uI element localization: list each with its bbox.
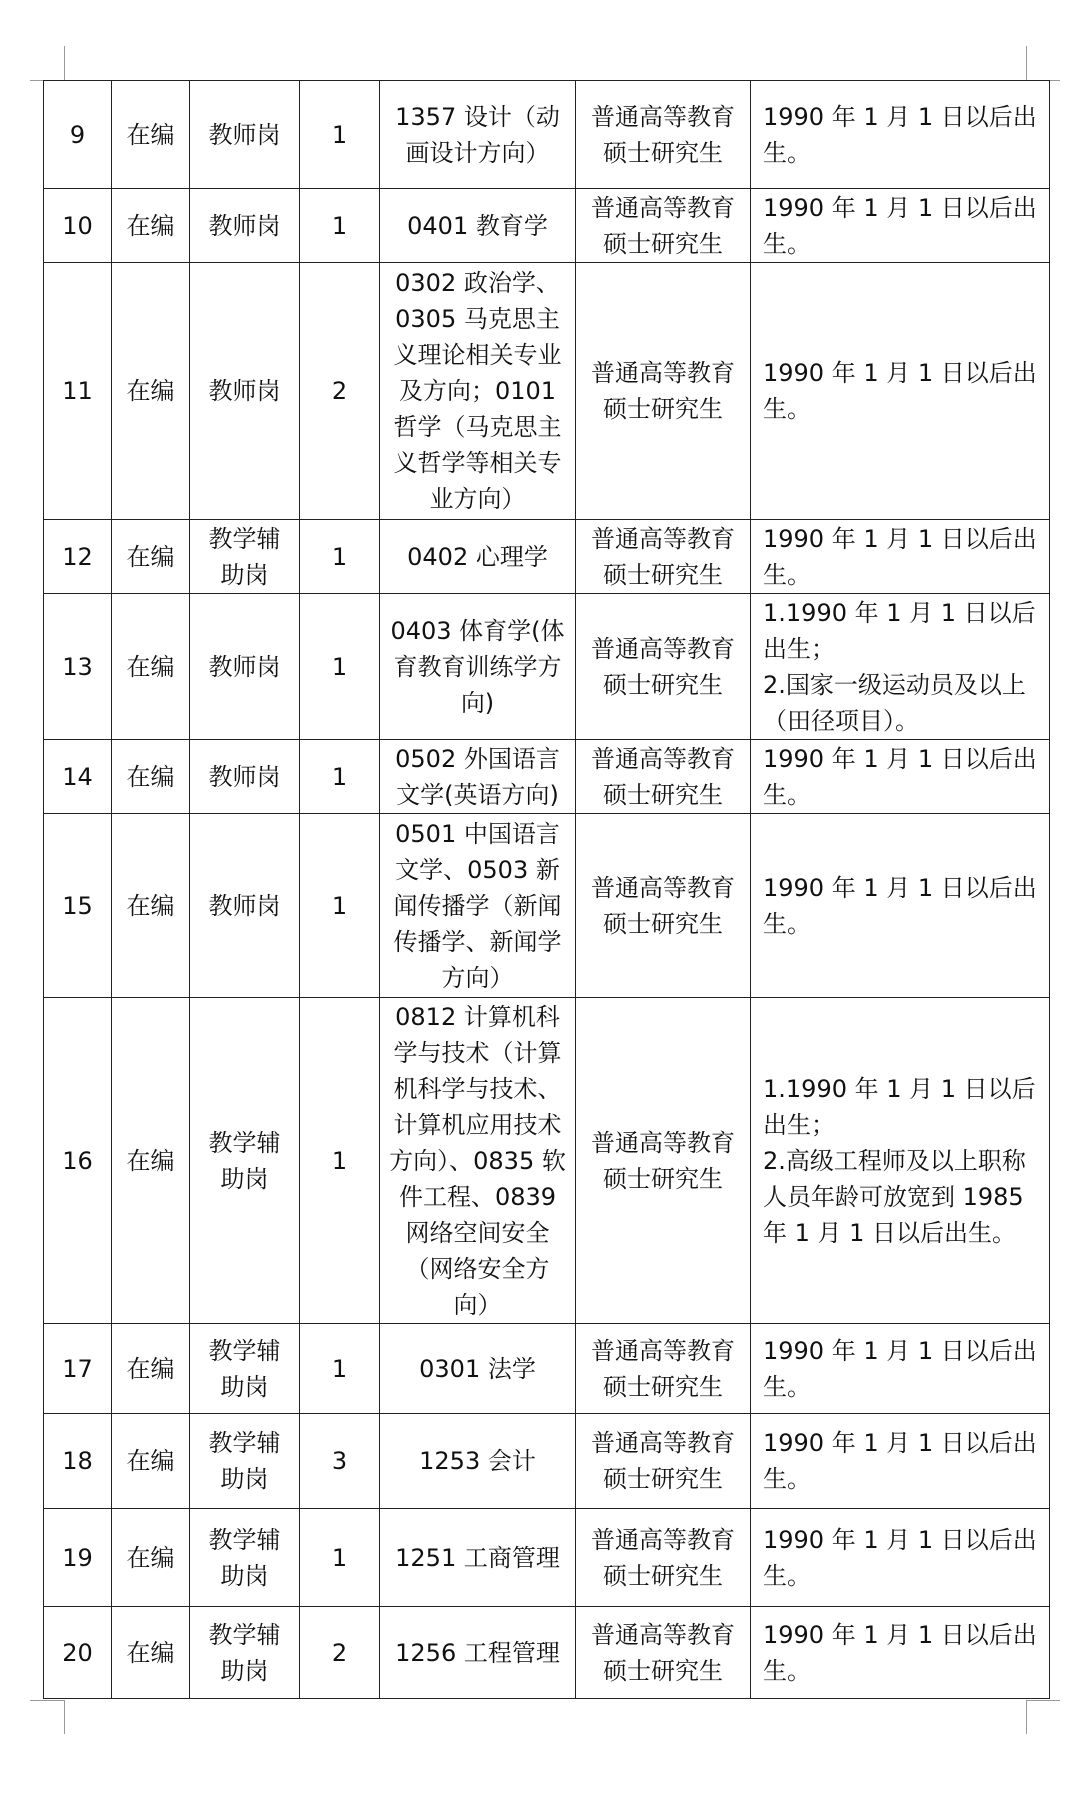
row-number-cell: 14 (44, 740, 112, 814)
education-cell: 普通高等教育硕士研究生 (576, 1607, 751, 1699)
major-cell: 0501 中国语言文学、0503 新闻传播学（新闻传播学、新闻学方向） (380, 814, 576, 998)
education-cell: 普通高等教育硕士研究生 (576, 1414, 751, 1509)
requirements-cell (751, 740, 1050, 814)
post-type-cell: 教师岗 (190, 814, 300, 998)
post-type-cell: 教师岗 (190, 740, 300, 814)
row-number-cell: 11 (44, 263, 112, 520)
major-cell: 0302 政治学、0305 马克思主义理论相关专业及方向；0101 哲学（马克思主义哲学等相关专业方向） (380, 263, 576, 520)
staffing-type-cell: 在编 (112, 814, 190, 998)
major-cell: 1251 工商管理 (380, 1509, 576, 1607)
row-number-cell: 12 (44, 520, 112, 594)
post-type-cell: 教师岗 (190, 81, 300, 189)
row-number-cell: 10 (44, 189, 112, 263)
post-type-cell: 教师岗 (190, 594, 300, 740)
post-type-cell: 教学辅助岗 (190, 1607, 300, 1699)
requirements-cell (751, 814, 1050, 998)
requirements-cell (751, 263, 1050, 520)
education-cell: 普通高等教育硕士研究生 (576, 998, 751, 1324)
requirements-cell (751, 520, 1050, 594)
table-row (44, 263, 1050, 520)
post-type-cell: 教学辅助岗 (190, 1324, 300, 1414)
requirements-cell (751, 1509, 1050, 1607)
staffing-type-cell: 在编 (112, 520, 190, 594)
requirements-cell (751, 189, 1050, 263)
staffing-type-cell: 在编 (112, 81, 190, 189)
table-row (44, 594, 1050, 740)
education-cell: 普通高等教育硕士研究生 (576, 81, 751, 189)
major-cell: 0401 教育学 (380, 189, 576, 263)
headcount-cell: 1 (300, 1324, 380, 1414)
headcount-cell: 1 (300, 740, 380, 814)
row-number-cell: 20 (44, 1607, 112, 1699)
post-type-cell: 教学辅助岗 (190, 998, 300, 1324)
row-number-cell: 18 (44, 1414, 112, 1509)
requirement-line: 1.1990 年 1 月 1 日以后出生； (763, 1074, 1036, 1139)
requirement-line: 1990 年 1 月 1 日以后出生。 (763, 1620, 1037, 1685)
requirement-line: 1990 年 1 月 1 日以后出生。 (763, 524, 1037, 589)
post-type-cell: 教师岗 (190, 263, 300, 520)
education-cell: 普通高等教育硕士研究生 (576, 263, 751, 520)
requirements-cell (751, 1414, 1050, 1509)
requirement-line: 1990 年 1 月 1 日以后出生。 (763, 744, 1037, 809)
major-cell: 0502 外国语言文学(英语方向) (380, 740, 576, 814)
staffing-type-cell: 在编 (112, 263, 190, 520)
education-cell: 普通高等教育硕士研究生 (576, 520, 751, 594)
education-cell: 普通高等教育硕士研究生 (576, 740, 751, 814)
table-row (44, 1414, 1050, 1509)
requirements-cell (751, 998, 1050, 1324)
headcount-cell: 2 (300, 263, 380, 520)
post-type-cell: 教学辅助岗 (190, 1414, 300, 1509)
staffing-type-cell: 在编 (112, 189, 190, 263)
staffing-type-cell: 在编 (112, 1509, 190, 1607)
table-row (44, 189, 1050, 263)
crop-mark (64, 1700, 65, 1734)
table-row (44, 1324, 1050, 1414)
staffing-type-cell: 在编 (112, 1414, 190, 1509)
crop-mark (1026, 1700, 1027, 1734)
education-cell: 普通高等教育硕士研究生 (576, 1509, 751, 1607)
requirement-line: 1990 年 1 月 1 日以后出生。 (763, 193, 1037, 258)
headcount-cell: 1 (300, 814, 380, 998)
table-row (44, 740, 1050, 814)
major-cell: 1256 工程管理 (380, 1607, 576, 1699)
crop-mark (64, 46, 65, 80)
staffing-type-cell: 在编 (112, 594, 190, 740)
requirement-line: 1990 年 1 月 1 日以后出生。 (763, 102, 1037, 167)
table-row (44, 81, 1050, 189)
table-row (44, 1607, 1050, 1699)
headcount-cell: 1 (300, 1509, 380, 1607)
education-cell: 普通高等教育硕士研究生 (576, 814, 751, 998)
requirements-cell (751, 81, 1050, 189)
major-cell: 1357 设计（动画设计方向） (380, 81, 576, 189)
crop-mark (1026, 46, 1027, 80)
education-cell: 普通高等教育硕士研究生 (576, 1324, 751, 1414)
requirement-line: 2.高级工程师及以上职称人员年龄可放宽到 1985 年 1 月 1 日以后出生。 (763, 1146, 1026, 1247)
row-number-cell: 19 (44, 1509, 112, 1607)
row-number-cell: 15 (44, 814, 112, 998)
requirement-line: 1990 年 1 月 1 日以后出生。 (763, 1336, 1037, 1401)
requirements-cell (751, 1324, 1050, 1414)
education-cell: 普通高等教育硕士研究生 (576, 189, 751, 263)
row-number-cell: 9 (44, 81, 112, 189)
post-type-cell: 教学辅助岗 (190, 520, 300, 594)
requirement-line: 1990 年 1 月 1 日以后出生。 (763, 1525, 1037, 1590)
post-type-cell: 教师岗 (190, 189, 300, 263)
headcount-cell: 1 (300, 81, 380, 189)
headcount-cell: 1 (300, 189, 380, 263)
staffing-type-cell: 在编 (112, 998, 190, 1324)
table-row (44, 520, 1050, 594)
table-row (44, 998, 1050, 1324)
headcount-cell: 1 (300, 998, 380, 1324)
requirements-cell (751, 1607, 1050, 1699)
major-cell: 0402 心理学 (380, 520, 576, 594)
headcount-cell: 3 (300, 1414, 380, 1509)
row-number-cell: 13 (44, 594, 112, 740)
major-cell: 0301 法学 (380, 1324, 576, 1414)
table-row (44, 1509, 1050, 1607)
requirements-cell (751, 594, 1050, 740)
headcount-cell: 1 (300, 594, 380, 740)
crop-mark (30, 1700, 64, 1701)
row-number-cell: 16 (44, 998, 112, 1324)
row-number-cell: 17 (44, 1324, 112, 1414)
recruitment-table (43, 80, 1050, 1699)
requirement-line: 1.1990 年 1 月 1 日以后出生； (763, 598, 1036, 663)
requirement-line: 1990 年 1 月 1 日以后出生。 (763, 359, 1037, 423)
headcount-cell: 2 (300, 1607, 380, 1699)
staffing-type-cell: 在编 (112, 740, 190, 814)
staffing-type-cell: 在编 (112, 1324, 190, 1414)
table-row (44, 814, 1050, 998)
requirement-line: 2.国家一级运动员及以上（田径项目）。 (763, 670, 1026, 735)
staffing-type-cell: 在编 (112, 1607, 190, 1699)
major-cell: 1253 会计 (380, 1414, 576, 1509)
education-cell: 普通高等教育硕士研究生 (576, 594, 751, 740)
major-cell: 0812 计算机科学与技术（计算机科学与技术、计算机应用技术方向）、0835 软件工程、0839 网络空间安全（网络安全方向） (380, 998, 576, 1324)
requirement-line: 1990 年 1 月 1 日以后出生。 (763, 1429, 1037, 1493)
requirement-line: 1990 年 1 月 1 日以后出生。 (763, 873, 1037, 938)
post-type-cell: 教学辅助岗 (190, 1509, 300, 1607)
major-cell: 0403 体育学(体育教育训练学方向) (380, 594, 576, 740)
crop-mark (1026, 1700, 1060, 1701)
headcount-cell: 1 (300, 520, 380, 594)
